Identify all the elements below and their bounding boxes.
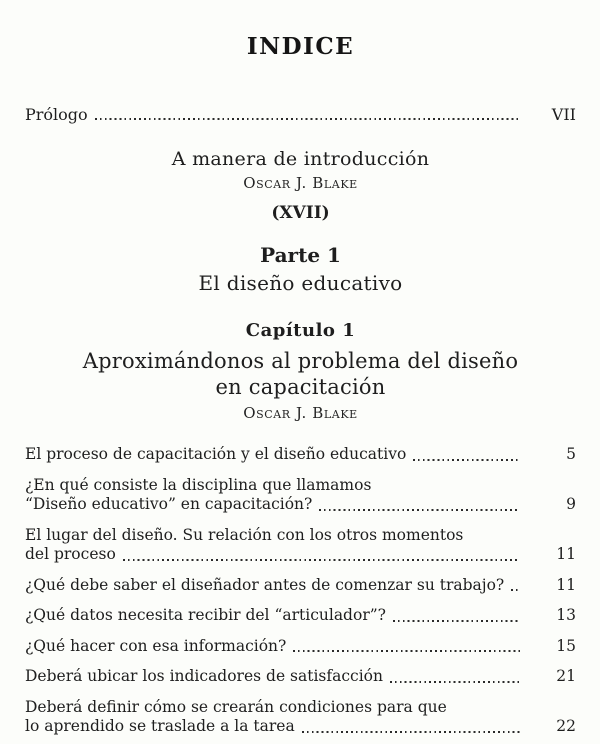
toc-entry [25,667,576,687]
toc-page-number: 5 [566,445,576,463]
chapter-author: Oscar J. Blake [243,404,358,422]
toc-page-number: 22 [556,717,576,735]
intro-author: Oscar J. Blake [243,174,358,192]
chapter-label: Capítulo 1 [245,320,356,341]
dot-leader [413,459,520,461]
prologue-page-number: VII [551,105,576,124]
dot-leader [390,681,520,683]
intro-title: A manera de introducción [171,148,430,170]
toc-entry-line [25,445,576,465]
part-label: Parte 1 [260,243,341,267]
dot-leader [293,650,520,652]
toc-entry-text: El proceso de capacitación y el diseño educativo [25,445,407,463]
toc-entry [25,526,576,565]
dot-leader [302,731,520,733]
toc-entry-line [25,717,576,737]
toc-entry-text: El lugar del diseño. Su relación con los otros momentos [25,525,464,544]
toc-entry-text: ¿Qué hacer con esa información? [25,636,287,655]
dot-leader [393,620,520,622]
toc-page-number: 9 [566,495,576,513]
toc-page-number: 13 [556,606,576,624]
toc-entry [25,576,576,596]
dot-leader [319,509,520,511]
toc-page-number: 11 [556,575,576,594]
toc-entry-line [25,667,576,687]
toc-entry-line [25,698,576,718]
toc-entry-text: ¿Qué debe saber el diseñador antes de comenzar su trabajo? [25,575,505,594]
toc-entry [25,476,576,515]
chapter-title-line1: Aproximándonos al problema del diseño [82,349,519,373]
toc-entry-line [25,637,576,657]
toc-page-number: 11 [556,545,576,563]
toc-entry [25,445,576,465]
toc-entry-line [25,576,576,596]
toc-entry [25,698,576,737]
prologue-row [25,105,576,124]
toc-entry-text: “Diseño educativo” en capacitación? [25,495,313,513]
toc-entry-list [25,445,576,737]
dot-leader [95,118,520,120]
toc-entry-text: ¿En qué consiste la disciplina que llamamos [25,475,372,494]
dot-leader [511,589,520,591]
toc-page-number: 21 [556,667,576,685]
part-title: El diseño educativo [198,271,403,295]
intro-page-range: (XVII) [271,203,330,223]
chapter-title [25,348,576,400]
chapter-title-line2: en capacitación [215,375,386,399]
toc-page-number: 15 [556,636,576,655]
toc-entry-line [25,545,576,565]
toc-entry-line [25,526,576,546]
toc-entry-line [25,495,576,515]
toc-entry-text: Deberá definir cómo se crearán condiciones para que [25,697,447,716]
toc-entry [25,637,576,657]
prologue-label: Prólogo [25,105,88,124]
toc-entry-line [25,476,576,496]
toc-entry-line [25,606,576,626]
toc-entry-text: ¿Qué datos necesita recibir del “articulador”? [25,606,386,624]
page-title: INDICE [246,33,355,60]
toc-entry-text: lo aprendido se traslade a la tarea [25,717,295,735]
toc-entry-text: Deberá ubicar los indicadores de satisfacción [25,667,383,685]
toc-entry [25,606,576,626]
toc-entry-text: del proceso [25,545,116,563]
dot-leader [123,559,520,561]
